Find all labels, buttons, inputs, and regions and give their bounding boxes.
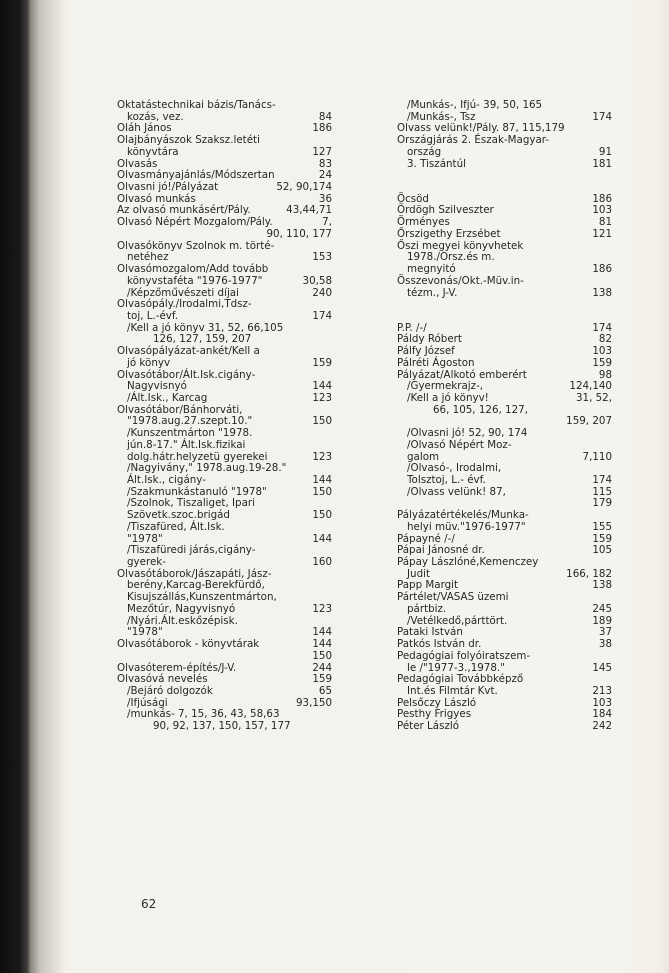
index-entry	[397, 440, 612, 452]
index-entry	[397, 276, 612, 288]
index-term: /Kunszentmárton "1978.	[127, 427, 253, 440]
index-page-refs: 82	[598, 333, 612, 346]
index-page-refs: 105	[592, 544, 612, 557]
index-entry	[397, 522, 612, 534]
index-page-refs: 160	[312, 556, 332, 569]
index-entry	[117, 393, 332, 405]
index-page-refs: 36	[318, 192, 332, 205]
index-page-refs: 174	[592, 321, 612, 334]
index-term: Olvasótáborok/Jászapáti, Jász-	[117, 567, 272, 580]
index-entry	[397, 182, 612, 194]
index-column-right	[397, 100, 612, 733]
index-term: Ált.Isk., cigány-	[127, 474, 206, 486]
index-term: /Olvasni jó! 52, 90, 174	[407, 427, 528, 440]
index-term: Olvasókönyv Szolnok m. törté-	[117, 239, 275, 252]
index-term: Pályázat/Alkotó emberért	[397, 368, 527, 381]
index-page-refs: 144	[312, 532, 332, 545]
page-number: 62	[141, 897, 157, 911]
index-entry	[397, 229, 612, 241]
index-entry	[397, 487, 612, 499]
index-page-refs: 240	[312, 286, 332, 299]
index-term: /Vetélkedő,párttört.	[407, 614, 508, 627]
index-term: könyvtára	[127, 145, 179, 158]
index-term: Országjárás 2. Észak-Magyar-	[397, 134, 550, 147]
index-term: netéhez	[127, 251, 169, 264]
index-term: Pápayné /-/	[397, 532, 455, 545]
index-term: Olvasótábor/Ált.Isk.cigány-	[117, 368, 256, 381]
index-page-refs: 123	[312, 391, 332, 404]
index-term: Olvasmányajánlás/Módszertan	[117, 169, 275, 182]
index-term: könyvstaféta "1976-1977"	[127, 274, 263, 287]
index-term: Olvasóterem-építés/J-V.	[117, 661, 237, 674]
index-entry	[397, 651, 612, 663]
index-term: "1978.aug.27.szept.10."	[127, 415, 253, 428]
index-term: Öcsöd	[397, 192, 429, 205]
index-entry	[397, 557, 612, 569]
index-entry	[397, 159, 612, 171]
index-entry	[117, 522, 332, 534]
index-term: Kisujszállás,Kunszentmárton,	[127, 591, 277, 604]
index-term: megnyitó	[407, 263, 456, 276]
index-term: Olvasótáborok - könyvtárak	[117, 638, 260, 651]
index-page-refs: 166, 182	[566, 567, 612, 580]
index-page-refs: 83	[318, 157, 332, 170]
index-term: dolg.hátr.helyzetü gyerekei	[127, 450, 268, 463]
index-term: Páldy Róbert	[397, 333, 462, 346]
index-page-refs: 174	[592, 474, 612, 486]
index-term: Ördögh Szilveszter	[397, 204, 494, 217]
index-term: Pataki István	[397, 626, 463, 639]
index-page-refs: 186	[312, 122, 332, 135]
index-term: /Munkás-, Ifjú- 39, 50, 165	[407, 99, 543, 111]
index-page-refs: 213	[592, 684, 612, 697]
index-term: Olvasópályázat-ankét/Kell a	[117, 345, 260, 358]
index-page-refs: 159, 207	[566, 415, 612, 428]
index-term: Pápay Lászlóné,Kemenczey	[397, 556, 539, 569]
book-spine-shadow	[26, 0, 66, 973]
index-column-left	[117, 100, 332, 733]
index-term: Péter László	[397, 720, 460, 733]
index-term: Olvasni jó!/Pályázat	[117, 181, 219, 194]
index-page-refs: 150	[312, 415, 332, 428]
index-entry	[117, 651, 332, 663]
index-term: /Nagyivány," 1978.aug.19-28."	[127, 462, 287, 475]
index-entry	[397, 170, 612, 182]
index-entry	[117, 358, 332, 370]
index-page-refs: 123	[312, 450, 332, 463]
index-term: Pártélet/VASAS üzemi	[397, 591, 509, 604]
index-term: toj, L.-évf.	[127, 309, 179, 322]
index-page-refs: 7,	[322, 216, 332, 229]
index-term: tézm., J-V.	[407, 286, 458, 299]
index-term: 90, 92, 137, 150, 157, 177	[153, 720, 291, 733]
index-term: Olvasóvá nevelés	[117, 673, 208, 686]
index-term: berény,Karcag-Berekfürdő,	[127, 579, 265, 592]
index-entry	[397, 147, 612, 159]
index-term: ország	[407, 145, 442, 158]
index-page-refs: 81	[598, 216, 612, 229]
index-entry	[117, 475, 332, 487]
index-term: /Bejáró dolgozók	[127, 684, 213, 697]
index-term: Olvasó munkás	[117, 192, 196, 205]
index-page-refs: 52, 90,174	[276, 181, 332, 194]
index-entry	[397, 288, 612, 300]
index-page-refs: 115	[592, 485, 612, 498]
index-page-refs: 84	[318, 110, 332, 123]
index-term: /Ált.Isk., Karcag	[127, 391, 208, 404]
index-page-refs: 7,110	[582, 450, 612, 463]
index-page-refs: 127	[312, 145, 332, 158]
index-term: Pedagógiai folyóiratszem-	[397, 649, 531, 662]
index-term: Olvass velünk!/Pály. 87, 115,179	[397, 122, 565, 135]
index-term: Int.és Filmtár Kvt.	[407, 684, 498, 697]
index-term: Az olvasó munkásért/Pály.	[117, 204, 251, 217]
index-entry	[117, 604, 332, 616]
index-term: Patkós István dr.	[397, 638, 482, 651]
index-term: /Tiszafüredi járás,cigány-	[127, 544, 256, 557]
index-term: Pályázatértékelés/Munka-	[397, 509, 529, 522]
index-term: /munkás- 7, 15, 36, 43, 58,63	[127, 708, 280, 721]
index-term: Összevonás/Okt.-Müv.in-	[397, 274, 524, 287]
index-page-refs: 150	[312, 649, 332, 662]
index-page-refs: 155	[592, 520, 612, 533]
index-page-refs: 103	[592, 345, 612, 358]
index-page-refs: 98	[598, 368, 612, 381]
index-page-refs: 159	[312, 673, 332, 686]
index-term: /Kell a jó könyv!	[407, 391, 489, 404]
index-term: galom	[407, 450, 440, 463]
index-page-refs: 31, 52,	[575, 391, 612, 404]
index-term: /Nyári.Ált.eskőzépisk.	[127, 614, 238, 627]
index-term: jún.8-17." Ált.Isk.fizikai	[127, 438, 246, 451]
index-entry	[397, 299, 612, 311]
index-term: jó könyv	[127, 356, 171, 369]
index-term: /Olvasó-, Irodalmi,	[407, 462, 502, 475]
index-term: /Kell a jó könyv 31, 52, 66,105	[127, 321, 284, 334]
index-page-refs: 186	[592, 192, 612, 205]
index-page-refs: 144	[312, 638, 332, 651]
index-page-refs: 38	[598, 638, 612, 651]
index-page-refs: 30,58	[302, 274, 332, 287]
index-entry	[117, 182, 332, 194]
index-term: Olvasópály./Irodalmi,Tdsz-	[117, 298, 252, 311]
index-term: 1978./Orsz.és m.	[407, 251, 495, 264]
index-term: /Szolnok, Tiszaliget, Ipari	[127, 497, 255, 510]
index-entry	[117, 721, 332, 733]
index-page-refs: 123	[312, 602, 332, 615]
index-term: /Ifjúsági	[127, 696, 168, 709]
index-term: /Olvass velünk! 87,	[407, 485, 506, 498]
index-entry	[397, 393, 612, 405]
index-page-refs: 93,150	[295, 696, 332, 709]
index-term: Olvasó Népért Mozgalom/Pály.	[117, 216, 273, 229]
index-term: Őszi megyei könyvhetek	[397, 239, 524, 252]
index-page-refs: 159	[592, 532, 612, 545]
index-term: Olajbányászok Szaksz.letéti	[117, 134, 260, 147]
index-entry	[397, 100, 612, 112]
index-term: Olvasótábor/Bánhorváti,	[117, 403, 243, 416]
index-page-refs: 189	[592, 614, 612, 627]
index-term: /Gyermekrajz-,	[407, 380, 484, 393]
index-term: 126, 127, 159, 207	[153, 333, 252, 346]
index-page-refs: 138	[592, 286, 612, 299]
index-term: Pedagógiai Továbbképző	[397, 673, 524, 686]
index-term: Szövetk.szoc.brigád	[127, 509, 230, 522]
index-entry	[397, 604, 612, 616]
index-page-refs: 186	[592, 263, 612, 276]
index-term: Nagyvisnyó	[127, 380, 187, 393]
index-entry	[397, 721, 612, 733]
index-page-refs: 138	[592, 579, 612, 592]
index-page-refs: 153	[312, 251, 332, 264]
index-page-refs: 242	[592, 720, 612, 733]
index-term: gyerek-	[127, 556, 166, 569]
index-page-refs: 144	[312, 626, 332, 639]
index-page-refs: 245	[592, 602, 612, 615]
index-term: Őrszigethy Erzsébet	[397, 227, 501, 240]
index-term: Papp Margit	[397, 579, 459, 592]
index-term: /Tiszafüred, Ált.Isk.	[127, 520, 225, 533]
index-page-refs: 121	[592, 227, 612, 240]
index-term: /Szakmunkástanuló "1978"	[127, 485, 267, 498]
index-term: le /"1977-3.,1978."	[407, 661, 505, 674]
index-page-refs: 65	[318, 684, 332, 697]
index-term: Pápai Jánosné dr.	[397, 544, 485, 557]
index-page-refs: 159	[592, 356, 612, 369]
index-entry	[117, 147, 332, 159]
index-page-refs: 124,140	[569, 380, 612, 393]
index-entry	[397, 686, 612, 698]
index-term: Oláh János	[117, 122, 172, 135]
index-term: Örményes	[397, 216, 450, 229]
index-term: Oktatástechnikai bázis/Tanács-	[117, 99, 276, 111]
index-page-refs: 150	[312, 509, 332, 522]
index-page-refs: 184	[592, 708, 612, 721]
index-term: /Olvasó Népért Moz-	[407, 438, 512, 451]
index-page-refs: 145	[592, 661, 612, 674]
index-term: Pálréti Ágoston	[397, 356, 475, 369]
index-page-refs: 90, 110, 177	[266, 227, 332, 240]
index-page-refs: 144	[312, 474, 332, 486]
index-entry	[117, 639, 332, 651]
index-entry	[117, 276, 332, 288]
index-page-refs: 91	[598, 145, 612, 158]
index-term: Tolsztoj, L.- évf.	[407, 474, 486, 486]
index-entry	[397, 475, 612, 487]
index-page-refs: 244	[312, 661, 332, 674]
index-term: "1978"	[127, 626, 163, 639]
index-entry	[117, 100, 332, 112]
index-term: /Munkás-, Tsz	[407, 110, 476, 123]
index-entry	[117, 229, 332, 241]
index-term: Pesthy Frigyes	[397, 708, 472, 721]
index-term: Pálfy József	[397, 345, 455, 358]
index-page-refs: 174	[592, 110, 612, 123]
index-term: /Képzőművészeti díjai	[127, 286, 239, 299]
index-entry	[117, 311, 332, 323]
index-entry	[397, 311, 612, 323]
index-term: 66, 105, 126, 127,	[433, 403, 528, 416]
index-entry	[117, 557, 332, 569]
index-page-refs: 159	[312, 356, 332, 369]
index-page-refs: 150	[312, 485, 332, 498]
index-term: 3. Tiszántúl	[407, 157, 466, 170]
index-page-refs: 37	[598, 626, 612, 639]
index-term: Pelsőczy László	[397, 696, 477, 709]
index-page-refs: 181	[592, 157, 612, 170]
index-page-refs: 174	[312, 309, 332, 322]
index-term: Olvasómozgalom/Add tovább	[117, 263, 269, 276]
index-term: Olvasás	[117, 157, 158, 170]
index-term: "1978"	[127, 532, 163, 545]
index-page-refs: 179	[592, 497, 612, 510]
index-page-refs: 103	[592, 696, 612, 709]
index-term: P.P. /-/	[397, 321, 427, 334]
index-term: helyi müv."1976-1977"	[407, 520, 526, 533]
index-entry	[117, 440, 332, 452]
index-entry	[117, 686, 332, 698]
index-term: pártbiz.	[407, 602, 447, 615]
index-page-refs: 144	[312, 380, 332, 393]
index-term: Mezőtúr, Nagyvisnyó	[127, 602, 236, 615]
index-page-refs: 24	[318, 169, 332, 182]
index-term: Judit	[407, 567, 430, 580]
index-entry	[397, 358, 612, 370]
index-term: kozás, vez.	[127, 110, 184, 123]
index-page-refs: 43,44,71	[286, 204, 332, 217]
index-page-refs: 103	[592, 204, 612, 217]
